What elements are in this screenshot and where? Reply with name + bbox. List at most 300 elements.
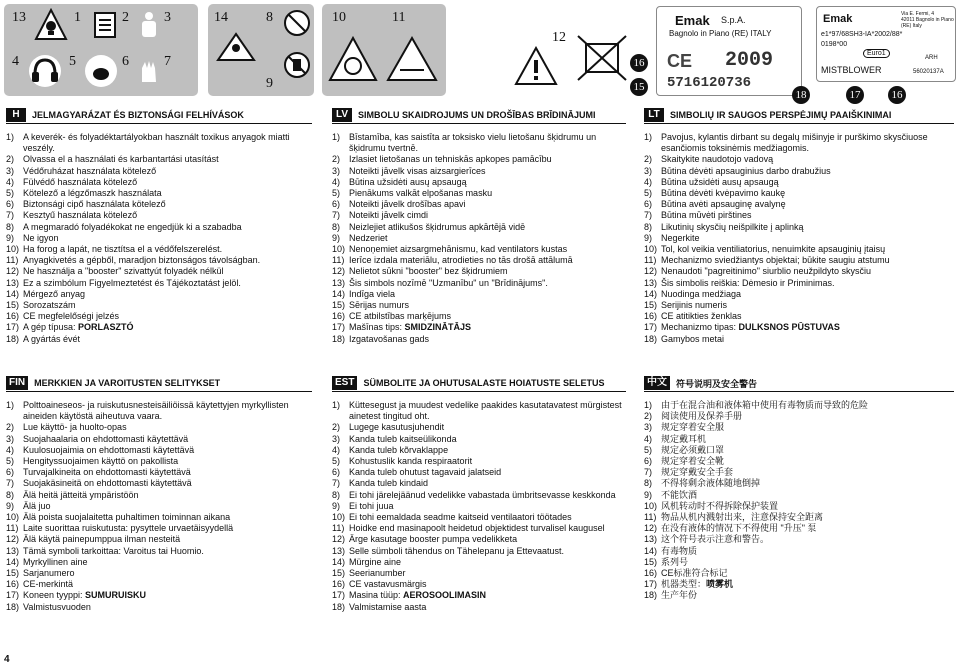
item-text: Sērijas numurs bbox=[349, 300, 410, 311]
item-number: 4) bbox=[6, 176, 15, 187]
item-text-wrap bbox=[661, 579, 954, 590]
item-text: 规定穿戴安全手套 bbox=[661, 467, 734, 478]
item-number: 13) bbox=[332, 277, 346, 288]
item-number: 10) bbox=[6, 244, 20, 255]
item-text: Seerianumber bbox=[349, 568, 406, 579]
item-number: 14) bbox=[6, 288, 20, 299]
item-text: Myrkyllinen aine bbox=[23, 556, 88, 567]
list-item bbox=[332, 188, 626, 199]
machine-type-value: PORLASZTÓ bbox=[78, 322, 134, 333]
item-number: 17) bbox=[644, 322, 658, 333]
item-text: CE标准符合标记 bbox=[661, 568, 728, 579]
serial-number: 5716120736 bbox=[667, 75, 752, 91]
item-number: 13) bbox=[6, 545, 20, 556]
list-item bbox=[6, 478, 312, 489]
rating-plate-serial bbox=[656, 6, 802, 96]
list-item bbox=[644, 266, 954, 277]
item-number: 4) bbox=[332, 444, 341, 455]
machine-type-value: SMIDZINĀTĀJS bbox=[404, 322, 472, 333]
list-item bbox=[6, 456, 312, 467]
item-text: Noteikti jāvelk visas aizsargierīces bbox=[349, 165, 486, 176]
item-text: Mašīnas tips: bbox=[349, 322, 405, 333]
item-number: 9) bbox=[6, 232, 15, 243]
item-number: 5) bbox=[644, 444, 653, 455]
list-item bbox=[6, 557, 312, 568]
list-item bbox=[332, 199, 626, 210]
machine-type-value: 喷雾机 bbox=[706, 579, 734, 590]
item-text-wrap bbox=[661, 322, 954, 333]
item-number: 5) bbox=[332, 188, 341, 199]
symbols-panel-2 bbox=[208, 4, 314, 96]
item-text: Lugege kasutusjuhendit bbox=[349, 422, 445, 433]
page-number: 4 bbox=[4, 654, 10, 665]
item-text: Hengityssuojaimen käyttö on pakollista bbox=[23, 456, 179, 467]
list-item bbox=[6, 334, 312, 345]
item-number: 8) bbox=[6, 489, 15, 500]
item-number: 11) bbox=[332, 523, 345, 534]
item-text: Būtina mūvėti pirštines bbox=[661, 210, 752, 221]
item-number: 12) bbox=[6, 534, 20, 545]
list-item bbox=[332, 233, 626, 244]
list-item bbox=[644, 523, 954, 534]
item-text: CE-merkintä bbox=[23, 579, 74, 590]
symbol-number: 13 bbox=[12, 10, 26, 25]
list-item bbox=[332, 490, 626, 501]
list-item bbox=[332, 602, 626, 613]
item-number: 4) bbox=[332, 176, 341, 187]
item-number: 9) bbox=[644, 489, 653, 500]
list-item bbox=[644, 557, 954, 568]
list-item bbox=[644, 501, 954, 512]
item-text: A keverék- és folyadéktartályokban használt toxikus anyagok miatti veszély. bbox=[23, 132, 290, 154]
item-text: Ez a szimbólum Figyelmeztetést és Tájékoztatást jelöl. bbox=[23, 277, 241, 288]
item-number: 7) bbox=[644, 210, 653, 221]
list-item bbox=[6, 278, 312, 289]
divider bbox=[6, 391, 312, 392]
item-text: CE atitikties ženklas bbox=[661, 311, 742, 322]
symbol-number: 7 bbox=[164, 54, 171, 69]
item-text: 规定穿着安全靴 bbox=[661, 456, 725, 467]
no-remove-guard-icon bbox=[328, 34, 378, 84]
list-item bbox=[6, 400, 312, 422]
list-item bbox=[332, 278, 626, 289]
item-number: 16) bbox=[644, 311, 658, 322]
list-item bbox=[6, 266, 312, 277]
item-number: 7) bbox=[332, 478, 341, 489]
list-item bbox=[332, 322, 626, 333]
item-text: Mérgező anyag bbox=[23, 288, 86, 299]
section-header bbox=[332, 376, 626, 390]
list-item bbox=[6, 546, 312, 557]
item-number: 11) bbox=[644, 512, 657, 523]
approval-number: e1*97/68SH3-IA*2002/88* bbox=[821, 31, 903, 38]
item-text: Selle sümboli tähendus on Tähelepanu ja Ettevaatust. bbox=[349, 545, 564, 556]
symbols-band bbox=[0, 0, 960, 100]
list-item bbox=[332, 579, 626, 590]
item-text: 规定必须戴口罩 bbox=[661, 444, 725, 455]
list-item bbox=[644, 199, 954, 210]
part-code: 56020137A bbox=[913, 69, 944, 75]
label-badge: 16 bbox=[630, 54, 648, 72]
item-number: 13) bbox=[644, 277, 658, 288]
item-number: 13) bbox=[332, 545, 346, 556]
section-fin bbox=[6, 376, 312, 613]
item-text: Ne igyon bbox=[23, 232, 59, 243]
item-number: 2) bbox=[6, 154, 15, 165]
item-text: Kanda tuleb ohutust tagavaid jalatseid bbox=[349, 467, 502, 478]
language-tag: LV bbox=[332, 108, 352, 122]
list-item bbox=[332, 590, 626, 601]
item-text: Ei tohi juua bbox=[349, 500, 394, 511]
item-text: Nuodinga medžiaga bbox=[661, 288, 742, 299]
list-item bbox=[6, 512, 312, 523]
item-number: 6) bbox=[644, 199, 653, 210]
item-number: 5) bbox=[6, 188, 15, 199]
item-number: 14) bbox=[6, 556, 20, 567]
section-title: JELMAGYARÁZAT ÉS BIZTONSÁGI FELHÍVÁSOK bbox=[32, 110, 244, 120]
symbol-number: 14 bbox=[214, 10, 228, 25]
address-line-2: 42011 Bagnolo in Piano (RE) Italy bbox=[901, 17, 954, 29]
list-item bbox=[6, 501, 312, 512]
list-item bbox=[644, 222, 954, 233]
item-text: Skaitykite naudotojo vadovą bbox=[661, 154, 774, 165]
list-item bbox=[332, 222, 626, 233]
list-item bbox=[332, 534, 626, 545]
item-text: Gamybos metai bbox=[661, 333, 725, 344]
list-item bbox=[6, 210, 312, 221]
item-number: 6) bbox=[332, 199, 341, 210]
item-text: Sorozatszám bbox=[23, 300, 76, 311]
model-name: MISTBLOWER bbox=[821, 65, 882, 75]
item-number: 13) bbox=[644, 534, 658, 545]
item-text: Mechanizmo sviedžiantys objektai; būkite saugiu atstumu bbox=[661, 255, 890, 266]
item-text: 系列号 bbox=[661, 556, 689, 567]
list-item bbox=[6, 177, 312, 188]
list-item bbox=[644, 445, 954, 456]
item-number: 3) bbox=[644, 422, 653, 433]
list-item bbox=[644, 478, 954, 489]
item-number: 2) bbox=[6, 422, 15, 433]
divider bbox=[332, 123, 626, 124]
item-number: 8) bbox=[6, 221, 15, 232]
item-number: 12) bbox=[644, 266, 658, 277]
language-tag: LT bbox=[644, 108, 664, 122]
item-text: Kohustuslik kanda respiraatorit bbox=[349, 456, 473, 467]
item-number: 12) bbox=[332, 266, 346, 277]
symbol-number: 10 bbox=[332, 10, 346, 25]
section-header bbox=[332, 108, 626, 122]
item-text: Ei tohi järelejäänud vedelikke vabastada ümbritsevasse keskkonda bbox=[349, 489, 616, 500]
item-text: Nenoņemiet aizsargmehānismu, kad ventilators kustas bbox=[349, 244, 568, 255]
item-number: 18) bbox=[6, 333, 20, 344]
protective-suit-icon bbox=[136, 10, 162, 40]
respirator-mask-icon bbox=[84, 54, 118, 88]
item-text: CE atbilstības marķējums bbox=[349, 311, 452, 322]
item-text: Kötelező a légzőmaszk használata bbox=[23, 188, 162, 199]
section-header bbox=[6, 108, 312, 122]
item-number: 7) bbox=[332, 210, 341, 221]
list-item bbox=[6, 602, 312, 613]
symbol-number: 11 bbox=[392, 10, 406, 25]
machine-type-value: SUMURUISKU bbox=[85, 590, 147, 601]
item-number: 3) bbox=[6, 433, 15, 444]
item-text: 有毒物质 bbox=[661, 545, 698, 556]
item-text: Ha forog a lapát, ne tisztítsa el a védőfelszerelést. bbox=[23, 244, 223, 255]
item-text: Tämä symboli tarkoittaa: Varoitus tai Huomio. bbox=[23, 545, 204, 556]
item-number: 12) bbox=[6, 266, 20, 277]
list-item bbox=[332, 523, 626, 534]
list-item bbox=[332, 568, 626, 579]
item-text-wrap bbox=[349, 322, 626, 333]
list-item bbox=[332, 456, 626, 467]
item-text: CE vastavusmärgis bbox=[349, 579, 427, 590]
list-item bbox=[644, 534, 954, 545]
list-item bbox=[644, 289, 954, 300]
item-number: 12) bbox=[644, 523, 658, 534]
item-text: Mechanizmo tipas: bbox=[661, 322, 739, 333]
list-item bbox=[644, 154, 954, 165]
section-title: 符号说明及安全警告 bbox=[676, 378, 758, 389]
list-item bbox=[332, 132, 626, 154]
item-text: Lue käyttö- ja huolto-opas bbox=[23, 422, 127, 433]
machine-type-value: AEROSOOLIMASIN bbox=[403, 590, 487, 601]
symbol-number: 6 bbox=[122, 54, 129, 69]
item-number: 3) bbox=[6, 165, 15, 176]
item-text: Šis simbolis reiškia: Dėmesio ir Priminimas. bbox=[661, 277, 835, 288]
item-text-wrap bbox=[23, 322, 312, 333]
arh-label: ARH bbox=[925, 55, 938, 61]
list-item bbox=[644, 411, 954, 422]
item-text: Olvassa el a használati és karbantartási utasítást bbox=[23, 154, 219, 165]
item-number: 1) bbox=[6, 132, 15, 142]
item-number: 16) bbox=[332, 579, 346, 590]
item-text: Indīga viela bbox=[349, 288, 396, 299]
item-number: 5) bbox=[332, 456, 341, 467]
divider bbox=[644, 391, 954, 392]
list-item bbox=[6, 166, 312, 177]
label-badge: 15 bbox=[630, 78, 648, 96]
safe-distance-icon bbox=[386, 34, 438, 84]
symbol-number: 2 bbox=[122, 10, 129, 25]
item-number: 14) bbox=[644, 288, 658, 299]
item-number: 18) bbox=[644, 333, 658, 344]
item-number: 10) bbox=[332, 512, 346, 523]
item-number: 10) bbox=[644, 244, 658, 255]
item-number: 1) bbox=[6, 400, 15, 410]
language-tag: FIN bbox=[6, 376, 28, 390]
item-number: 2) bbox=[332, 154, 341, 165]
list-item bbox=[332, 154, 626, 165]
symbol-number: 12 bbox=[552, 30, 566, 45]
item-number: 17) bbox=[332, 322, 346, 333]
item-text: Védőruházat használata kötelező bbox=[23, 165, 157, 176]
list-item bbox=[332, 334, 626, 345]
item-number: 6) bbox=[332, 467, 341, 478]
item-list bbox=[644, 400, 954, 602]
item-number: 2) bbox=[644, 154, 653, 165]
list-item bbox=[644, 311, 954, 322]
item-text: Älä heitä jätteitä ympäristöön bbox=[23, 489, 139, 500]
list-item bbox=[332, 177, 626, 188]
item-text: Izgatavošanas gads bbox=[349, 333, 430, 344]
no-drinking-icon bbox=[284, 50, 310, 80]
list-item bbox=[644, 568, 954, 579]
item-text: Kanda tuleb kindaid bbox=[349, 478, 429, 489]
item-number: 11) bbox=[6, 255, 19, 266]
item-number: 8) bbox=[644, 221, 653, 232]
list-item bbox=[644, 422, 954, 433]
item-text: Ierīce izdala materiālu, atrodieties no tās drošā attālumā bbox=[349, 255, 573, 266]
list-item bbox=[6, 445, 312, 456]
item-text: Kesztyű használata kötelező bbox=[23, 210, 138, 221]
section-header bbox=[6, 376, 312, 390]
list-item bbox=[332, 445, 626, 456]
item-number: 18) bbox=[332, 601, 346, 612]
list-item bbox=[6, 311, 312, 322]
brand-logo: Emak bbox=[675, 13, 710, 28]
item-text: Neizlejiet atlikušos šķidrumus apkārtējā vidē bbox=[349, 221, 526, 232]
item-text: Polttoaineseos- ja ruiskutusnesteisäiliöissä käytettyjen myrkyllisten aineiden käytöstä aiheutuva vaara. bbox=[23, 400, 289, 422]
no-booster-pump-icon bbox=[572, 28, 632, 88]
gloves-icon bbox=[136, 58, 162, 84]
list-item bbox=[6, 199, 312, 210]
item-number: 8) bbox=[332, 489, 341, 500]
list-item bbox=[644, 467, 954, 478]
manual-book-icon bbox=[92, 10, 118, 40]
item-number: 14) bbox=[332, 288, 346, 299]
item-text: Hoidke end masinapoolt heidetud objektidest turvalisel kaugusel bbox=[349, 523, 605, 534]
item-number: 17) bbox=[644, 579, 658, 590]
item-text: Šis simbols nozīmē "Uzmanību" un "Brīdinājums". bbox=[349, 277, 548, 288]
list-item bbox=[332, 166, 626, 177]
divider bbox=[644, 123, 954, 124]
item-text: 物品从机内溅射出来，注意保持安全距离 bbox=[661, 512, 824, 523]
item-text: Likutinių skysčių neišpilkite į aplinką bbox=[661, 221, 804, 232]
list-item bbox=[6, 579, 312, 590]
list-item bbox=[332, 210, 626, 221]
list-item bbox=[332, 434, 626, 445]
item-text: 不得将剩余液体随地倒掉 bbox=[661, 478, 761, 489]
label-badge: 17 bbox=[846, 86, 864, 104]
list-item bbox=[644, 334, 954, 345]
item-number: 4) bbox=[644, 433, 653, 444]
list-item bbox=[644, 546, 954, 557]
item-list bbox=[6, 132, 312, 345]
item-number: 7) bbox=[644, 467, 653, 478]
item-number: 16) bbox=[644, 568, 658, 579]
year-value: 2009 bbox=[725, 49, 774, 72]
label-badge: 18 bbox=[792, 86, 810, 104]
item-text: Laite suorittaa ruiskutusta: pysyttele urvaetäisyydellä bbox=[23, 523, 234, 534]
symbols-panel-3 bbox=[322, 4, 446, 96]
section-zh bbox=[644, 376, 954, 602]
list-item bbox=[644, 278, 954, 289]
item-number: 12) bbox=[332, 534, 346, 545]
list-item bbox=[644, 456, 954, 467]
item-number: 5) bbox=[644, 188, 653, 199]
list-item bbox=[332, 289, 626, 300]
item-number: 15) bbox=[644, 300, 658, 311]
item-text: 由于在混合油和液体箱中使用有毒物质而导致的危险 bbox=[661, 400, 869, 410]
item-number: 9) bbox=[332, 232, 341, 243]
list-item bbox=[644, 512, 954, 523]
section-header bbox=[644, 376, 954, 390]
toxic-hazard-icon bbox=[34, 8, 68, 42]
brand-logo: Emak bbox=[823, 13, 853, 25]
item-text: Biztonsági cipő használata kötelező bbox=[23, 199, 166, 210]
item-text: Būtina užsidėti ausų apsaugą bbox=[661, 176, 779, 187]
list-item bbox=[644, 434, 954, 445]
item-number: 6) bbox=[6, 199, 15, 210]
address-line-1: Via E. Fermi, 4 bbox=[901, 11, 934, 17]
item-text: Bīstamība, kas saistīta ar toksisko vielu lietošanu šķidrumu un šķidrumu tvertnē. bbox=[349, 132, 597, 154]
list-item bbox=[6, 188, 312, 199]
item-text: Pavojus, kylantis dirbant su degalų mišinyje ir purškimo skysčiuose esančiomis toksinėmis medžiagomis. bbox=[661, 132, 928, 154]
divider bbox=[332, 391, 626, 392]
item-number: 8) bbox=[332, 221, 341, 232]
item-text-wrap bbox=[349, 590, 626, 601]
toxic-substance-icon bbox=[216, 32, 256, 62]
euro-badge: Euro1 bbox=[863, 49, 890, 58]
list-item bbox=[644, 590, 954, 601]
item-text: Būtina užsidėti ausų apsaugą bbox=[349, 176, 467, 187]
symbol-number: 9 bbox=[266, 76, 273, 91]
list-item bbox=[644, 322, 954, 333]
item-number: 1) bbox=[644, 132, 653, 142]
list-item bbox=[6, 255, 312, 266]
item-number: 1) bbox=[332, 132, 341, 142]
item-text: 阅读使用及保养手册 bbox=[661, 411, 743, 422]
list-item bbox=[6, 222, 312, 233]
approval-number-2: 0198*00 bbox=[821, 41, 848, 48]
item-text: Būtina dėvėti apsauginius darbo drabužius bbox=[661, 165, 831, 176]
item-text: Älä käytä painepumppua ilman nesteitä bbox=[23, 534, 181, 545]
item-number: 15) bbox=[6, 568, 20, 579]
item-number: 4) bbox=[6, 444, 15, 455]
item-text: Nedzeriet bbox=[349, 232, 388, 243]
item-text: Kanda tuleb kõrvaklappe bbox=[349, 444, 449, 455]
list-item bbox=[644, 490, 954, 501]
item-text: Fülvédő használata kötelező bbox=[23, 176, 138, 187]
list-item bbox=[6, 244, 312, 255]
item-number: 7) bbox=[6, 210, 15, 221]
item-text: Valmistusvuoden bbox=[23, 601, 91, 612]
item-number: 7) bbox=[6, 478, 15, 489]
item-number: 6) bbox=[644, 456, 653, 467]
section-title: SIMBOLU SKAIDROJUMS UN DROŠĪBAS BRĪDINĀJUMI bbox=[358, 110, 596, 120]
list-item bbox=[332, 557, 626, 568]
item-text: 规定穿着安全服 bbox=[661, 422, 725, 433]
item-number: 10) bbox=[332, 244, 346, 255]
list-item bbox=[332, 311, 626, 322]
item-text: Negerkite bbox=[661, 232, 700, 243]
item-number: 9) bbox=[644, 232, 653, 243]
list-item bbox=[6, 154, 312, 165]
symbol-number: 8 bbox=[266, 10, 273, 25]
symbol-number: 5 bbox=[69, 54, 76, 69]
item-list bbox=[644, 132, 954, 345]
item-text: A gép típusa: bbox=[23, 322, 79, 333]
item-list bbox=[332, 400, 626, 613]
item-number: 11) bbox=[332, 255, 345, 266]
item-text: Ne használja a "booster" szivattyút folyadék nélkül bbox=[23, 266, 224, 277]
warning-triangle-icon bbox=[514, 46, 558, 86]
item-text: 机器类型： bbox=[661, 579, 707, 590]
item-text: Noteikti jāvelk cimdi bbox=[349, 210, 429, 221]
item-text: Tol, kol veikia ventiliatorius, nenuimkite apsauginių įtaisų bbox=[661, 244, 886, 255]
item-text: Suojakäsineitä on ehdottomasti käytettävä bbox=[23, 478, 192, 489]
list-item bbox=[6, 434, 312, 445]
